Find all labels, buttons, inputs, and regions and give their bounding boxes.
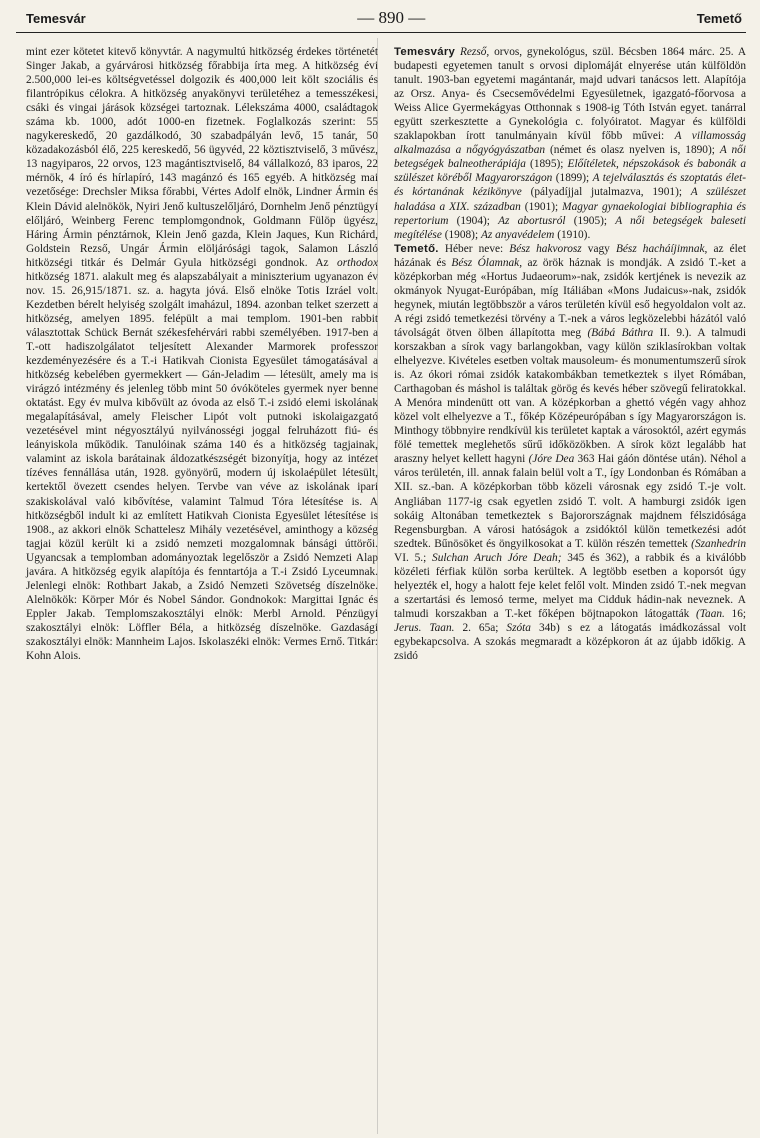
entry-temesvary — [394, 45, 746, 242]
entry-text: 345 és 362), a rabbik és a kiválóbb közéleti férfiak külön sorba kerültek. A legtöbb esetben a koporsót úgy helyezték el, hogy a halott feje kelet felől volt. Minden zsidó T.-nek megvan a szertartási és lemosó terme, melyet ma Cidduk hádin-nak neveznek. A talmudi korszakban a T.-ket főképen böjtnapokon látogatták — [394, 551, 746, 620]
left-italic-orthodox: orthodox — [337, 256, 378, 269]
entry-text: II. 9.). A talmudi korszakban a sírok vagy barlangokban, vagy külön sziklasírokban voltak elhelyezve. Kivételes esetben voltak mausoleum- és monumentumszerű sírok is. Az ókori római zsidók katakombákban temetkeztek s ilyet Rómában, Carthagoban és máshol is találtak görög és kevés héber szövegű feliratokkal. A Menóra mindenütt ott van. A középkorban a ghettó végén vagy ahhoz közel volt elhelyezve a T., főkép Középeurópában s így Magyarországon is. Minthogy többnyire rendkívül kis területet kaptak a városoktól, azért egymás fölé temettek meglehetős sűrű időközökben. A sírok közt legalább hat araszny helyet kellett hagyni — [394, 326, 746, 466]
work-title: A női betegségek baleseti megítélése — [394, 214, 746, 241]
left-text-2: hitközség 1871. alakult meg és alapszabályait a miniszterium ugyanazon év nov. 15. 26,915/1871. sz. a. hagyta jóvá. Első elnöke Totis Izráel volt. Kezdetben bérelt helyiség szolgált imaházul, 1894. azonban telket szerzett a hitközség, amelyen 1895. felépült a mai templom. 1901-ben rabbit választottak Schück Bernát székesfehérvári rabbi személyében. 1917-ben a T.-ott hadiszolgálatot teljesített Alexander Marmorek professzor kezdeményezésére és a T.-i Hatikvah Cionista Egyesület támogatásával a hitközség kebelében gyermekkert — Gán-Jeladim — létesült, amely ma is virágzó intézmény és jelenleg több mint 50 óvóköteles gyermek nyer benne oktatást. Egy év mulva kibővült az óvoda az első T.-i zsidó elemi iskolának megalapításával, amely Fleischer Lipót volt putnoki iskolaigazgató vezetésével mint négyosztályú nyilvánosségi joggal felruházott fiú- és leányiskola működik. Tanulóinak száma 140 és a hitközség tagjainak, valamint az iskola barátainak áldozatkészségét bizonyítja, hogy az intézet tízéves fennállása után, 1928. gyönyörű, modern új iskolaépület létesült, kertektől övezett csendes helyen. Tervbe van véve az iskolának ipari szakiskolával való kibővítése, valamint Talmud Tóra létesítése is. A hitközségből indult ki az említett Hatikvah Cionista Egyesület létesítése is 1908., az akkori elnök Schattelesz Mihály vezetésével, aminthogy a község tagjai közül került ki a zsidó nemzeti mozgalomnak bánsági úttörői. Ugyancsak a templomban adományoztak legelőször a Zsidó Nemzeti Alap javára. A hitközség egyik alapítója és fenntartója a T.-i Zsidó Lyceumnak. Jelenlegi elnök: Rothbart Jakab, a Zsidó Nemzeti Szövetség díszelnöke. Alelnökök: Körper Mór és Nobel Sándor. Gondnokok: Margittai Ignác és Eppler Jakab. Templomszakosztályi elnök: Merbl Arnold. Pénzügyi szakosztályi elnök: Löffler Béla, a hitközség díszelnöke. Gazdasági szakosztályi elnök: Mannheim Lajos. Iskolaszéki elnök: Vermes Ernő. Titkár: Kohn Alois. — [26, 270, 378, 663]
entry-temeto — [394, 242, 746, 663]
entry-text: (1904); — [456, 214, 490, 227]
source-reference: (Szanhedrin — [691, 537, 746, 550]
source-reference: (Jóre Dea — [528, 453, 575, 466]
entry-text: 34b) s ez a látogatás imádkozással volt egybekapcsolva. A szokás megmaradt a középkoron át az újabb időkig. A zsidó — [394, 621, 746, 663]
work-title: A villamosság alkalmazása a nőgyógyászatban — [394, 130, 746, 157]
entry-text: (1910). — [557, 228, 591, 241]
entry-text: (1908); — [444, 228, 479, 241]
entry-text: orvos, gynekológus, szül. Bécsben 1864 márc. 25. A budapesti egyetemen tanult s orvosi diplomáját elnyerése után külföldön tanult. 1903-ban egyetemi magántanár, majd udvari tanácsos lett. Alapítója az Orsz. Anya- és Csecsemővédelmi Egyesületnek, igazgató-főorvosa a Weiss Alice Gyermekágyas Otthonnak s 1908-ig Tóth István egyet. tanárral együtt szerkesztette a Gynekológia c. folyóiratot. Magyar és külföldi szaklapokban írott tanulmányain kívül főbb művei: — [394, 46, 746, 143]
page-number: — 890 — — [357, 8, 426, 27]
header-left-term: Temesvár — [26, 11, 86, 26]
entry-headword: Temető. — [394, 242, 439, 255]
entry-text: VI. 5.; — [394, 551, 427, 564]
entry-text: vagy — [587, 242, 610, 255]
entry-text: Héber neve: — [444, 242, 504, 255]
entry-text: 2. 65a; — [462, 621, 499, 634]
work-title: A női betegségek balneotherápiája — [394, 144, 746, 171]
source-reference: (Bábá Báthra — [587, 326, 654, 339]
source-reference: (Taan. — [695, 607, 725, 620]
header-right-term: Temető — [696, 11, 742, 26]
work-title: A tejelválasztás és szoptatás élet- és kórtanának kézikönyve — [394, 172, 746, 199]
left-paragraph — [26, 45, 378, 663]
entry-headword: Temesváry — [394, 46, 456, 58]
work-title: Az anyavédelem — [480, 228, 555, 241]
entry-text: (pályadíjjal jutalmazva, 1901); — [530, 186, 683, 199]
right-column — [394, 45, 746, 1133]
two-column-body — [16, 45, 746, 1133]
running-head — [16, 8, 746, 33]
entry-text: (német és olasz nyelven is, 1890); — [550, 144, 715, 157]
entry-text: (1905); — [573, 214, 608, 227]
entry-text: 16; — [731, 607, 746, 620]
entry-text: az élet házának és — [394, 242, 746, 269]
column-divider — [377, 38, 378, 1134]
hebrew-term: Bész hacháíjimnak, — [615, 242, 708, 255]
work-title: Magyar gynaekologiai bibliographia és repertorium — [394, 200, 746, 227]
work-title: A szülészet haladása a XIX. században — [394, 186, 746, 213]
source-reference: Jerus. Taan. — [394, 621, 455, 634]
entry-text: 363 Hai gáón döntése után). Néhol a város területén, ill. annak falain belül volt a T., így Londonban és Rómában a XII. sz.-ban. A középkorban több közeli városnak egy zsidó T.-je volt. Angliában 1177-ig csak egyetlen zsidó T. volt. A hamburgi zsidók igen sokáig Altonában temetkeztek s Bajorországnak majdnem félszidósága Regensburgban. A városi hatóságok a zsidóktól külön temetkezési adót szedtek. Bűnösöket és öngyilkosokat a T. külön részén temettek — [394, 453, 746, 550]
entry-given-name: Rezső, — [459, 46, 490, 58]
hebrew-term: Bész hakvorosz — [509, 242, 582, 255]
work-title: Az abortusról — [498, 214, 566, 227]
source-reference: Szóta — [506, 621, 531, 634]
left-text-1: mint ezer kötetet kitevő könyvtár. A nagymultú hitközség érdekes történetét Singer Jakab, a gyárvárosi hitközség főrabbija írta meg. A hitközség évi 2.500,000 lei-es költségvetéssel dolgozik és 400,000 leit költ szociális és filantrópikus célokra. A hitközség anyakönyvi területéhez a temesszékesi, csáki és vingai járások községei tartoznak. Lélekszáma 4000, családtagok száma kb. 1000, adót 1000-en fizetnek. Foglalkozás szerint: 55 nagykereskedő, 20 gazdálkodó, 30 szabadpályán levő, 15 tanár, 50 közadakozásból élő, 225 kereskedő, 56 ügyvéd, 22 köztisztviselő, 3 művész, 13 nagyiparos, 22 orvos, 123 magántisztviselő, 84 vállalkozó, 83 iparos, 22 mérnök, 4 író és hírlapíró, 143 magánzó és 165 egyéb. A hitközség mai vezetősége: Drechsler Miksa főrabbi, Vértes Adolf elnök, Lindner Ármin és Klein Dávid alelnökök, Nyiri Jenő kultuszelőljáró, Dornhelm Jenő pénztügyi előljáró, Weinberg Ferenc templomgondnok, Goldmann Fülöp ügyész, Háring Ármin pénztárnok, Klein Jenő gazda, Klein Jaques, Kun Richárd, Goldstein Rezső, Ungár Ármin elöljárósági tagok, Salamon László hitközségi titkár és Delmár Gyula hitközségi gondnok. Az — [26, 46, 378, 269]
hebrew-term: Bész Ólamnak, — [451, 256, 523, 269]
entry-text: (1901); — [524, 200, 559, 213]
work-title: Előítéletek, népszokások és babonák a szülészet köréből Magyarországon — [394, 158, 746, 185]
entry-text: az örök háznak is mondják. A zsidó T.-ket a középkorban még «Hortus Judaeorum»-nak, zsidók kertjének is nevezik az okmányok Nyugat-Európában, míg Itáliában «Mons Judaicus»-nak, zsidók hegynek, miután legtöbbször a város területén kívül eső hegyoldalon volt az. A régi zsidó temetkezési törvény a T.-nek a város legközelebbi házától való távolságát ötven ölben állapította meg — [394, 256, 746, 339]
entry-text: (1895); — [530, 158, 564, 171]
left-column — [16, 45, 378, 1133]
source-reference: Sulchan Aruch Jóre Deah; — [432, 551, 562, 564]
entry-text: (1899); — [555, 172, 590, 185]
